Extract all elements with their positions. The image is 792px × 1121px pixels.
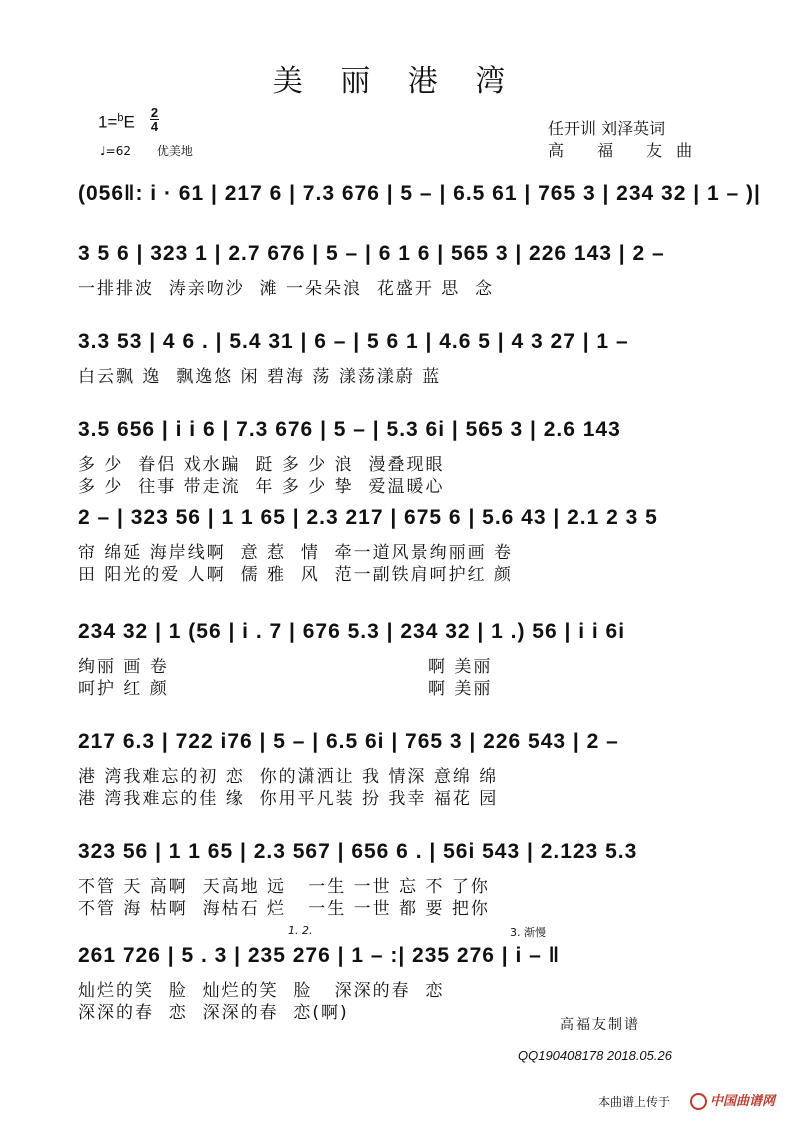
contact-line: QQ190408178 2018.05.26 [518, 1048, 672, 1063]
notation-line: 261 726 | 5 . 3 | 235 276 | 1 – :| 235 276 | i – ‖ [78, 944, 561, 967]
lyric-line: 深深的春 恋 深深的春 恋(啊) [78, 1003, 349, 1023]
score-system [78, 170, 761, 218]
arranger-credit: 高福友制谱 [560, 1017, 640, 1033]
composer: 高 福 友曲 [548, 141, 707, 160]
key-signature [98, 112, 135, 133]
lyric-line: 绚丽 画 卷 啊 美丽 [78, 657, 493, 677]
lyric-line: 灿烂的笑 脸 灿烂的笑 脸 深深的春 恋 [78, 981, 445, 1001]
page-title: 美 丽 港 湾 [272, 64, 520, 99]
key-label: 1= [98, 112, 118, 132]
score-system [78, 608, 714, 700]
score-system [78, 718, 714, 810]
notation-line: 2 – | 323 56 | 1 1 65 | 2.3 217 | 675 6 | 5.6 43 | 2.1 2 3 5 [78, 506, 658, 529]
lyric-line: 白云飘 逸 飘逸悠 闲 碧海 荡 漾荡漾蔚 蓝 [78, 367, 442, 387]
volta-3: 3. 渐慢 [510, 926, 546, 939]
notation-line: 234 32 | 1 (56 | i . 7 | 676 5.3 | 234 32 | 1 .) 56 | i i 6i [78, 620, 626, 643]
volta-1-2: 1. 2. [288, 924, 313, 937]
site-logo[interactable] [690, 1090, 775, 1110]
score-system [78, 318, 714, 388]
lyric-line: 不管 天 高啊 天高地 远 一生 一世 忘 不 了你 [78, 877, 490, 897]
key-note: E [123, 112, 135, 132]
lyric-line: 港 湾我难忘的初 恋 你的潇洒让 我 情深 意绵 绵 [78, 767, 499, 787]
credits [548, 118, 706, 162]
time-signature [150, 106, 159, 133]
lyric-line: 不管 海 枯啊 海枯石 烂 一生 一世 都 要 把你 [78, 899, 490, 919]
score-system [78, 924, 714, 1024]
lyric-line: 港 湾我难忘的佳 缘 你用平凡装 扮 我幸 福花 园 [78, 789, 499, 809]
upload-note: 本曲谱上传于 [598, 1095, 671, 1109]
lyric-line: 帘 绵延 海岸线啊 意 惹 情 牵一道风景绚丽画 卷 [78, 543, 514, 563]
tempo-marking [100, 142, 193, 159]
lyric-line: 多 少 眷侣 戏水蹁 跹 多 少 浪 漫叠现眼 [78, 455, 445, 475]
lyricists: 任开训 刘泽英词 [548, 119, 666, 138]
lyric-line: 呵护 红 颜 啊 美丽 [78, 679, 493, 699]
score-system [78, 828, 714, 920]
lyric-line: 田 阳光的爱 人啊 儒 雅 风 范一副铁肩呵护红 颜 [78, 565, 514, 585]
site-logo-text: 中国曲谱网 [710, 1094, 776, 1109]
notation-line: 217 6.3 | 722 i76 | 5 – | 6.5 6i | 765 3 | 226 543 | 2 – [78, 730, 619, 753]
lyric-line: 一排排波 涛亲吻沙 滩 一朵朵浪 花盛开 思 念 [78, 279, 495, 299]
mood-label: 优美地 [156, 144, 193, 158]
lyric-line: 多 少 往事 带走流 年 多 少 挚 爱温暖心 [78, 477, 445, 497]
notation-line: 3.3 53 | 4 6 . | 5.4 31 | 6 – | 5 6 1 | 4.6 5 | 4 3 27 | 1 – [78, 330, 629, 353]
meter-bottom: 4 [150, 119, 159, 134]
notation-line: (056‖: i · 61 | 217 6 | 7.3 676 | 5 – | 6.5 61 | 765 3 | 234 32 | 1 – )| [78, 182, 761, 205]
score-system [78, 406, 714, 498]
notation-line: 3.5 656 | i i 6 | 7.3 676 | 5 – | 5.3 6i | 565 3 | 2.6 143 [78, 418, 621, 441]
score-system [78, 494, 714, 586]
notation-line: 323 56 | 1 1 65 | 2.3 567 | 656 6 . | 56i 543 | 2.123 5.3 [78, 840, 638, 863]
tempo-value: ♩=62 [100, 144, 131, 158]
logo-icon [690, 1093, 707, 1110]
meter-top: 2 [150, 105, 159, 120]
notation-line: 3 5 6 | 323 1 | 2.7 676 | 5 – | 6 1 6 | 565 3 | 226 143 | 2 – [78, 242, 665, 265]
key-flat: b [117, 112, 124, 124]
score-system [78, 230, 714, 300]
